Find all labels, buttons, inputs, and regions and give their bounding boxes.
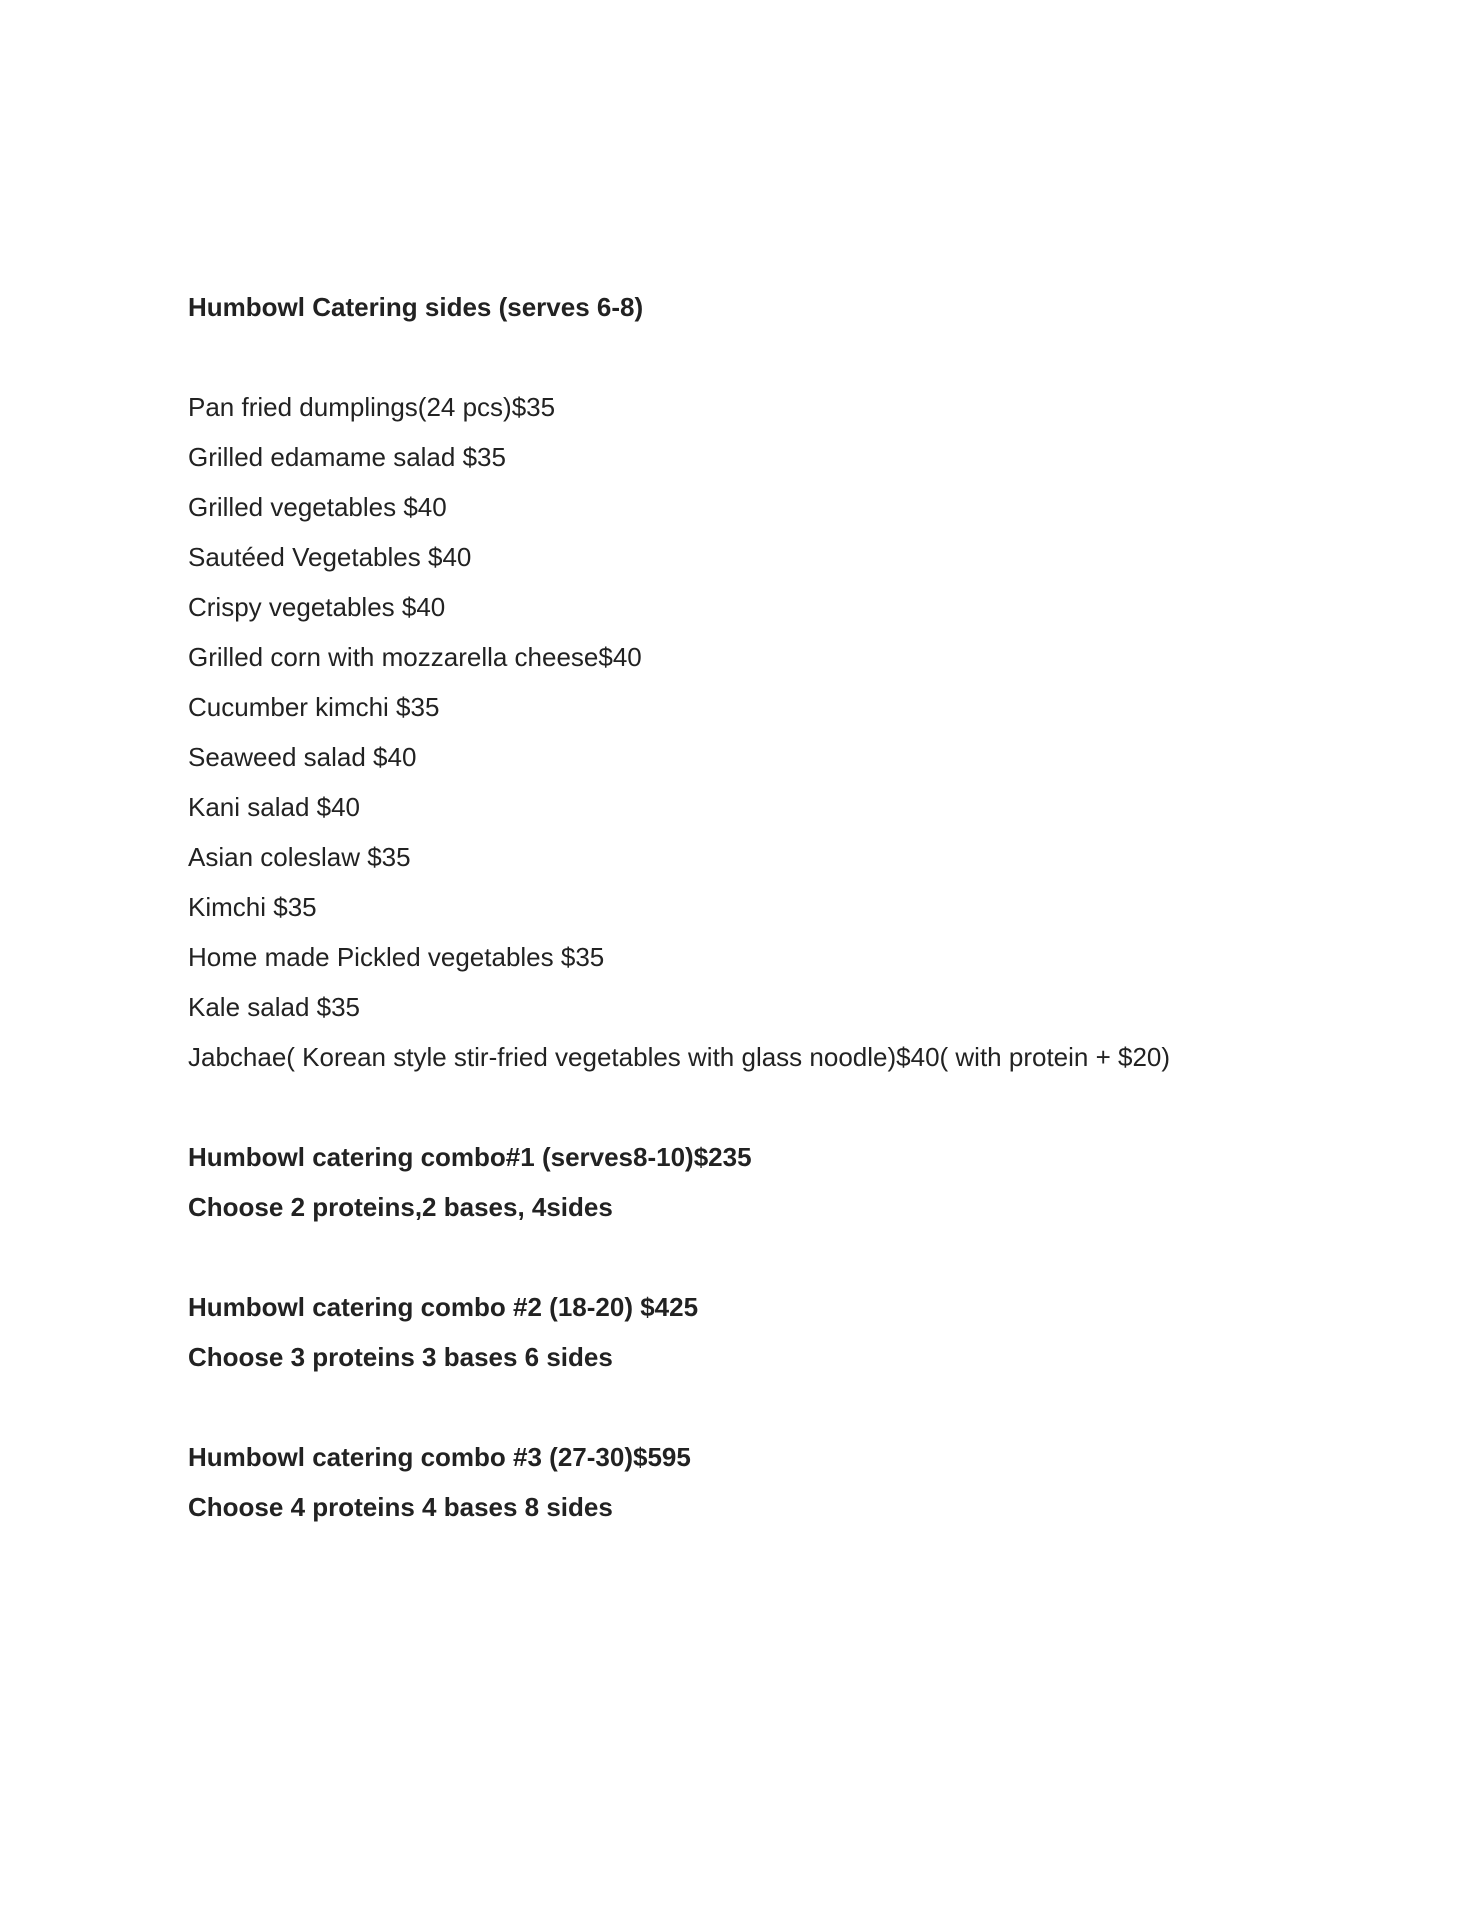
side-item: Grilled edamame salad $35 [188, 442, 506, 472]
side-item: Kani salad $40 [188, 792, 361, 822]
side-item: Grilled corn with mozzarella cheese$40 [188, 642, 642, 672]
side-item: Grilled vegetables $40 [188, 492, 447, 522]
side-item: Kale salad $35 [188, 992, 361, 1022]
side-item: Sautéed Vegetables $40 [188, 542, 472, 572]
side-item: Kimchi $35 [188, 892, 317, 922]
combo-details: Choose 3 proteins 3 bases 6 sides [188, 1342, 613, 1372]
side-item: Pan fried dumplings(24 pcs)$35 [188, 392, 556, 422]
menu-document [188, 282, 1338, 1532]
spacer [188, 1082, 1338, 1132]
combo-2 [188, 1282, 1338, 1382]
sides-heading: Humbowl Catering sides (serves 6-8) [188, 292, 644, 322]
combo-title: Humbowl catering combo#1 (serves8-10)$235 [188, 1142, 752, 1172]
side-item: Asian coleslaw $35 [188, 842, 411, 872]
combo-title: Humbowl catering combo #2 (18-20) $425 [188, 1292, 699, 1322]
side-item: Cucumber kimchi $35 [188, 692, 440, 722]
combo-details: Choose 2 proteins,2 bases, 4sides [188, 1192, 613, 1222]
combo-3 [188, 1432, 1338, 1532]
side-item: Jabchae( Korean style stir-fried vegetables with glass noodle)$40( with protein + $20) [188, 1042, 1171, 1072]
side-item: Home made Pickled vegetables $35 [188, 942, 605, 972]
spacer [188, 1232, 1338, 1282]
spacer [188, 332, 1338, 382]
side-item: Crispy vegetables $40 [188, 592, 446, 622]
side-item: Seaweed salad $40 [188, 742, 417, 772]
sides-list [188, 382, 1338, 1082]
combo-details: Choose 4 proteins 4 bases 8 sides [188, 1492, 613, 1522]
spacer [188, 1382, 1338, 1432]
combo-1 [188, 1132, 1338, 1232]
combo-title: Humbowl catering combo #3 (27-30)$595 [188, 1442, 691, 1472]
